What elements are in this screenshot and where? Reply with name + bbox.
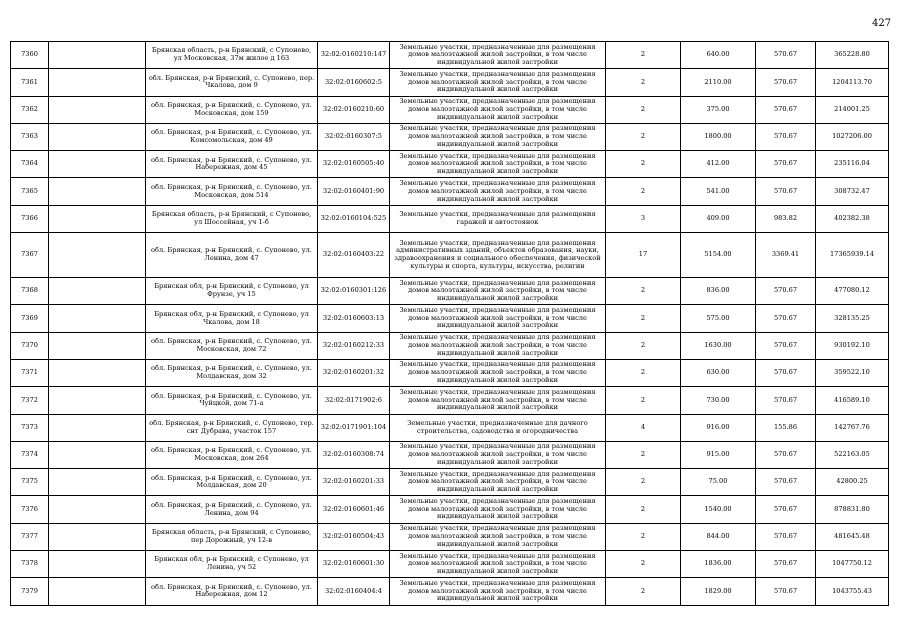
land-use-cell: Земельные участки, предназначенные для размещения домов малоэтажной жилой застройки, в том числе индивидуальной жилой застройки [390, 387, 606, 414]
table-row [11, 523, 889, 550]
rate-cell: 570.67 [756, 332, 816, 359]
cadastral-number-cell: 32:02:0160212:33 [318, 332, 390, 359]
row-number-cell: 7371 [11, 359, 49, 386]
cadastral-value-cell: 42800.25 [816, 469, 889, 496]
land-use-cell: Земельные участки, предназначенные для размещения домов малоэтажной жилой застройки, в том числе индивидуальной жилой застройки [390, 332, 606, 359]
group-cell: 2 [606, 96, 681, 123]
rate-cell: 570.67 [756, 96, 816, 123]
address-cell: обл. Брянская, р-н Брянский, с. Супонево, ул. Набережная, дом 45 [146, 151, 318, 178]
area-cell: 1836.00 [681, 551, 756, 578]
cadastral-value-cell: 1027206.00 [816, 123, 889, 150]
land-use-cell: Земельные участки, предназначенные для размещения административных зданий, объектов образования, науки, здравоохранения и социального обеспечения, физической культуры и спорта, культуры, искусства, религии [390, 233, 606, 278]
rate-cell: 570.67 [756, 178, 816, 205]
rate-cell: 570.67 [756, 578, 816, 605]
empty-cell [49, 523, 146, 550]
table-row [11, 414, 889, 441]
cadastral-number-cell: 32:02:0171902:6 [318, 387, 390, 414]
cadastral-value-cell: 308732.47 [816, 178, 889, 205]
land-use-cell: Земельные участки, предназначенные для размещения домов малоэтажной жилой застройки, в том числе индивидуальной жилой застройки [390, 178, 606, 205]
cadastral-number-cell: 32:02:0160505:40 [318, 151, 390, 178]
cadastral-number-cell: 32:02:0160601:30 [318, 551, 390, 578]
empty-cell [49, 123, 146, 150]
empty-cell [49, 305, 146, 332]
address-cell: обл. Брянская, р-н Брянский, с. Супонево, ул. Московская, дом 72 [146, 332, 318, 359]
land-use-cell: Земельные участки, предназначенные для размещения домов малоэтажной жилой застройки, в том числе индивидуальной жилой застройки [390, 69, 606, 96]
land-use-cell: Земельные участки, предназначенные для размещения домов малоэтажной жилой застройки, в том числе индивидуальной жилой застройки [390, 496, 606, 523]
rate-cell: 570.67 [756, 305, 816, 332]
area-cell: 1800.00 [681, 123, 756, 150]
table-row [11, 178, 889, 205]
row-number-cell: 7360 [11, 42, 49, 69]
area-cell: 1630.00 [681, 332, 756, 359]
table-body [11, 42, 889, 606]
land-use-cell: Земельные участки, предназначенные для размещения домов малоэтажной жилой застройки, в том числе индивидуальной жилой застройки [390, 305, 606, 332]
empty-cell [49, 578, 146, 605]
cadastral-value-cell: 328135.25 [816, 305, 889, 332]
land-use-cell: Земельные участки, предназначенные для размещения домов малоэтажной жилой застройки, в том числе индивидуальной жилой застройки [390, 96, 606, 123]
group-cell: 2 [606, 496, 681, 523]
page-number: 427 [872, 18, 892, 29]
land-use-cell: Земельные участки, предназначенные для размещения домов малоэтажной жилой застройки, в том числе индивидуальной жилой застройки [390, 469, 606, 496]
cadastral-number-cell: 32:02:0160401:90 [318, 178, 390, 205]
area-cell: 640.00 [681, 42, 756, 69]
area-cell: 5154.00 [681, 233, 756, 278]
cadastral-value-cell: 416589.10 [816, 387, 889, 414]
table-row [11, 469, 889, 496]
cadastral-value-cell: 142767.76 [816, 414, 889, 441]
row-number-cell: 7376 [11, 496, 49, 523]
group-cell: 2 [606, 578, 681, 605]
land-use-cell: Земельные участки, предназначенные для размещения домов малоэтажной жилой застройки, в том числе индивидуальной жилой застройки [390, 359, 606, 386]
address-cell: Брянская область, р-н Брянский, с Супонево, ул Шоссейная, уч 1-б [146, 205, 318, 232]
area-cell: 412.00 [681, 151, 756, 178]
group-cell: 4 [606, 414, 681, 441]
cadastral-number-cell: 32:02:0160308:74 [318, 441, 390, 468]
cadastral-value-cell: 365228.80 [816, 42, 889, 69]
table-row [11, 441, 889, 468]
cadastral-value-cell: 930192.10 [816, 332, 889, 359]
area-cell: 730.00 [681, 387, 756, 414]
cadastral-number-cell: 32:02:0160404:4 [318, 578, 390, 605]
empty-cell [49, 414, 146, 441]
empty-cell [49, 359, 146, 386]
address-cell: обл. Брянская, р-н Брянский, с. Супонево, ул. Ленина, дом 47 [146, 233, 318, 278]
cadastral-value-cell: 481645.48 [816, 523, 889, 550]
table-row [11, 387, 889, 414]
cadastral-number-cell: 32:02:0160504:43 [318, 523, 390, 550]
rate-cell: 983.82 [756, 205, 816, 232]
address-cell: обл. Брянская, р-н Брянский, с. Супонево, пер. Чкалова, дом 9 [146, 69, 318, 96]
address-cell: обл. Брянская, р-н Брянский, с. Супонево, ул. Чуйцкой, дом 71-а [146, 387, 318, 414]
table-row [11, 551, 889, 578]
empty-cell [49, 42, 146, 69]
row-number-cell: 7374 [11, 441, 49, 468]
group-cell: 2 [606, 359, 681, 386]
rate-cell: 570.67 [756, 523, 816, 550]
table-row [11, 496, 889, 523]
address-cell: обл. Брянская, р-н Брянский, с. Супонево, ул. Московская, дом 264 [146, 441, 318, 468]
table-row [11, 151, 889, 178]
rate-cell: 3369.41 [756, 233, 816, 278]
area-cell: 2110.00 [681, 69, 756, 96]
row-number-cell: 7369 [11, 305, 49, 332]
row-number-cell: 7362 [11, 96, 49, 123]
row-number-cell: 7375 [11, 469, 49, 496]
land-use-cell: Земельные участки, предназначенные для размещения домов малоэтажной жилой застройки, в том числе индивидуальной жилой застройки [390, 123, 606, 150]
table-row [11, 359, 889, 386]
row-number-cell: 7367 [11, 233, 49, 278]
empty-cell [49, 205, 146, 232]
area-cell: 630.00 [681, 359, 756, 386]
empty-cell [49, 332, 146, 359]
table-row [11, 332, 889, 359]
area-cell: 575.00 [681, 305, 756, 332]
cadastral-number-cell: 32:02:0160210:147 [318, 42, 390, 69]
row-number-cell: 7370 [11, 332, 49, 359]
area-cell: 915.00 [681, 441, 756, 468]
cadastral-number-cell: 32:02:0160601:46 [318, 496, 390, 523]
cadastral-value-cell: 1047750.12 [816, 551, 889, 578]
address-cell: обл. Брянская, р-н Брянский, с. Супонево, ул. Комсомольская, дом 49 [146, 123, 318, 150]
empty-cell [49, 151, 146, 178]
address-cell: Брянская область, р-н Брянский, с Супонево, пер Дорожный, уч 12-в [146, 523, 318, 550]
group-cell: 2 [606, 332, 681, 359]
row-number-cell: 7373 [11, 414, 49, 441]
cadastral-value-cell: 214001.25 [816, 96, 889, 123]
cadastral-number-cell: 32:02:0171901:104 [318, 414, 390, 441]
table-row [11, 578, 889, 605]
land-use-cell: Земельные участки, предназначенные для размещения домов малоэтажной жилой застройки, в том числе индивидуальной жилой застройки [390, 523, 606, 550]
row-number-cell: 7363 [11, 123, 49, 150]
land-use-cell: Земельные участки, предназначенные для размещения гаражей и автостоянок [390, 205, 606, 232]
area-cell: 1540.00 [681, 496, 756, 523]
rate-cell: 570.67 [756, 359, 816, 386]
area-cell: 836.00 [681, 278, 756, 305]
group-cell: 2 [606, 441, 681, 468]
address-cell: Брянская обл, р-н Брянский, с Супонево, ул Ленина, уч 52 [146, 551, 318, 578]
table-row [11, 278, 889, 305]
group-cell: 2 [606, 123, 681, 150]
rate-cell: 570.67 [756, 441, 816, 468]
area-cell: 844.00 [681, 523, 756, 550]
group-cell: 3 [606, 205, 681, 232]
address-cell: обл. Брянская, р-н Брянский, с. Супонево, ул. Молдавская, дом 32 [146, 359, 318, 386]
table-row [11, 96, 889, 123]
cadastral-value-cell: 1043755.43 [816, 578, 889, 605]
row-number-cell: 7372 [11, 387, 49, 414]
empty-cell [49, 387, 146, 414]
empty-cell [49, 469, 146, 496]
rate-cell: 570.67 [756, 496, 816, 523]
cadastral-value-cell: 1204113.70 [816, 69, 889, 96]
rate-cell: 570.67 [756, 151, 816, 178]
group-cell: 17 [606, 233, 681, 278]
cadastral-number-cell: 32:02:0160603:13 [318, 305, 390, 332]
table-row [11, 123, 889, 150]
address-cell: обл. Брянская, р-н Брянский, с. Супонево, ул. Молдавская, дом 20 [146, 469, 318, 496]
cadastral-value-cell: 17365939.14 [816, 233, 889, 278]
cadastral-value-cell: 402382.38 [816, 205, 889, 232]
land-use-cell: Земельные участки, предназначенные для размещения домов малоэтажной жилой застройки, в том числе индивидуальной жилой застройки [390, 42, 606, 69]
rate-cell: 570.67 [756, 551, 816, 578]
group-cell: 2 [606, 387, 681, 414]
group-cell: 2 [606, 42, 681, 69]
area-cell: 541.00 [681, 178, 756, 205]
land-use-cell: Земельные участки, предназначенные для размещения домов малоэтажной жилой застройки, в том числе индивидуальной жилой застройки [390, 151, 606, 178]
empty-cell [49, 551, 146, 578]
cadastral-value-cell: 522163.05 [816, 441, 889, 468]
rate-cell: 570.67 [756, 69, 816, 96]
group-cell: 2 [606, 469, 681, 496]
row-number-cell: 7366 [11, 205, 49, 232]
group-cell: 2 [606, 178, 681, 205]
table-row [11, 305, 889, 332]
group-cell: 2 [606, 151, 681, 178]
cadastral-number-cell: 32:02:0160403:22 [318, 233, 390, 278]
address-cell: обл. Брянская, р-н Брянский, с. Супонево, ул. Московская, дом 159 [146, 96, 318, 123]
table-row [11, 205, 889, 232]
row-number-cell: 7365 [11, 178, 49, 205]
address-cell: обл. Брянская, р-н Брянский, с. Супонево, ул. Московская, дом 514 [146, 178, 318, 205]
group-cell: 2 [606, 278, 681, 305]
cadastral-value-cell: 477080.12 [816, 278, 889, 305]
row-number-cell: 7377 [11, 523, 49, 550]
empty-cell [49, 496, 146, 523]
cadastral-number-cell: 32:02:0160201:33 [318, 469, 390, 496]
row-number-cell: 7361 [11, 69, 49, 96]
rate-cell: 155.86 [756, 414, 816, 441]
area-cell: 409.00 [681, 205, 756, 232]
land-use-cell: Земельные участки, предназначенные для размещения домов малоэтажной жилой застройки, в том числе индивидуальной жилой застройки [390, 578, 606, 605]
group-cell: 2 [606, 551, 681, 578]
area-cell: 916.00 [681, 414, 756, 441]
address-cell: обл. Брянская, р-н Брянский, с. Супонево, ул. Ленина, дом 94 [146, 496, 318, 523]
land-parcel-table [10, 41, 889, 606]
table-row [11, 69, 889, 96]
empty-cell [49, 69, 146, 96]
row-number-cell: 7379 [11, 578, 49, 605]
rate-cell: 570.67 [756, 278, 816, 305]
rate-cell: 570.67 [756, 469, 816, 496]
row-number-cell: 7378 [11, 551, 49, 578]
cadastral-value-cell: 878831.80 [816, 496, 889, 523]
land-use-cell: Земельные участки, предназначенные для размещения домов малоэтажной жилой застройки, в том числе индивидуальной жилой застройки [390, 551, 606, 578]
table-row [11, 42, 889, 69]
rate-cell: 570.67 [756, 387, 816, 414]
rate-cell: 570.67 [756, 123, 816, 150]
land-use-cell: Земельные участки, предназначенные для размещения домов малоэтажной жилой застройки, в том числе индивидуальной жилой застройки [390, 441, 606, 468]
land-use-cell: Земельные участки, предназначенные для размещения домов малоэтажной жилой застройки, в том числе индивидуальной жилой застройки [390, 278, 606, 305]
area-cell: 1829.00 [681, 578, 756, 605]
empty-cell [49, 278, 146, 305]
cadastral-number-cell: 32:02:0160602:5 [318, 69, 390, 96]
group-cell: 2 [606, 69, 681, 96]
address-cell: Брянская область, р-н Брянский, с Супонево, ул Московская, 37м жилое д 163 [146, 42, 318, 69]
cadastral-number-cell: 32:02:0160201:32 [318, 359, 390, 386]
cadastral-number-cell: 32:02:0160301:126 [318, 278, 390, 305]
address-cell: Брянская обл, р-н Брянский, с Супонево, ул Чкалова, дом 18 [146, 305, 318, 332]
address-cell: обл. Брянская, р-н Брянский, с. Супонево, ул. Набережная, дом 12 [146, 578, 318, 605]
empty-cell [49, 178, 146, 205]
area-cell: 75.00 [681, 469, 756, 496]
land-use-cell: Земельные участки, предназначенные для дачного строительства, садоводства и огородничества [390, 414, 606, 441]
address-cell: обл. Брянская, р-н Брянский, с. Супонево, тер. снт Дубрава, участок 157 [146, 414, 318, 441]
row-number-cell: 7364 [11, 151, 49, 178]
cadastral-number-cell: 32:02:0160210:60 [318, 96, 390, 123]
empty-cell [49, 96, 146, 123]
cadastral-number-cell: 32:02:0160307:5 [318, 123, 390, 150]
rate-cell: 570.67 [756, 42, 816, 69]
cadastral-number-cell: 32:02:0160104:525 [318, 205, 390, 232]
empty-cell [49, 441, 146, 468]
row-number-cell: 7368 [11, 278, 49, 305]
address-cell: Брянская обл, р-н Брянский, с Супонево, ул Фрунзе, уч 15 [146, 278, 318, 305]
group-cell: 2 [606, 523, 681, 550]
empty-cell [49, 233, 146, 278]
group-cell: 2 [606, 305, 681, 332]
cadastral-value-cell: 235116.04 [816, 151, 889, 178]
area-cell: 375.00 [681, 96, 756, 123]
cadastral-value-cell: 359522.10 [816, 359, 889, 386]
table-row [11, 233, 889, 278]
